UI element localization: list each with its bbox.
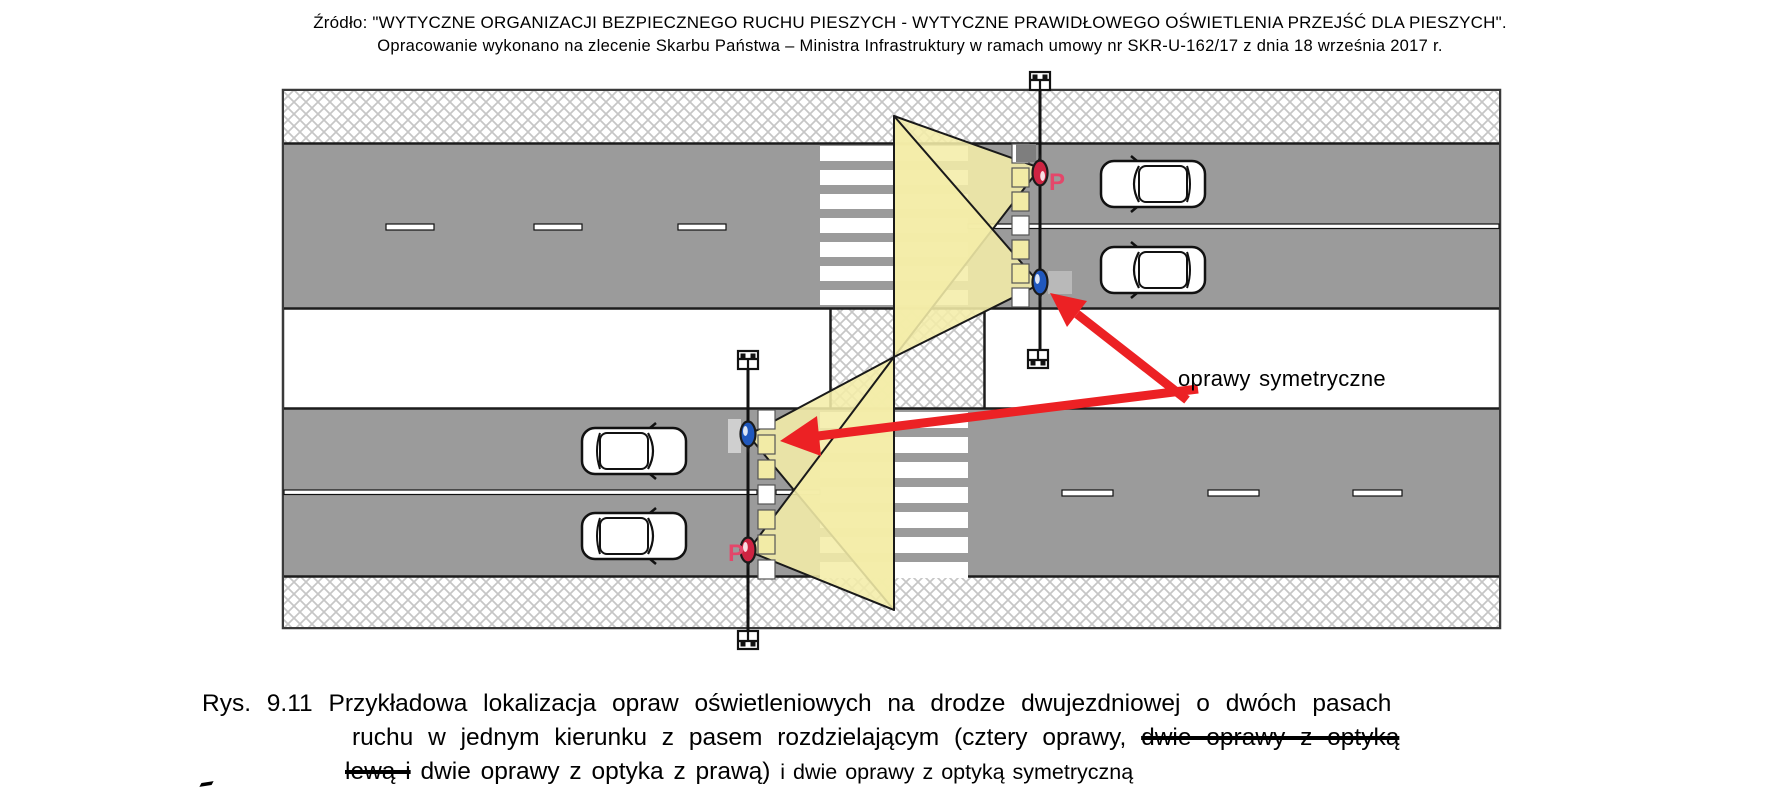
source-line-2: Opracowanie wykonano na zlecenie Skarbu Państwa – Ministra Infrastruktury w ramach umowy nr SKR-U-162/17 z dnia 18 września 2017 r.	[377, 37, 1443, 55]
sidewalk-top	[284, 91, 1499, 143]
car-top-view	[1101, 242, 1205, 298]
annotation-label: oprawy symetryczne	[1178, 366, 1386, 391]
dark-patch	[1016, 144, 1036, 162]
zebra-ladder-upper	[1012, 144, 1029, 307]
caption-line-2	[352, 724, 1399, 752]
car-top-view	[582, 508, 686, 564]
zebra-ladder-lower	[758, 410, 775, 579]
p-label-lower: P	[727, 540, 744, 567]
caption-struck-text: dwie oprawy z optyką	[1141, 724, 1400, 751]
car-top-view	[582, 423, 686, 479]
caption-line-3-text: dwie oprawy z optyka z prawą)	[420, 758, 771, 785]
caption-struck-text: lewą i	[345, 758, 411, 785]
caption-cutoff-fragment	[199, 781, 213, 787]
pole-base-icon	[738, 631, 758, 649]
caption-line-2-text: ruchu w jednym kierunku z pasem rozdzielającym (cztery oprawy,	[352, 724, 1127, 751]
source-line-1: Źródło: "WYTYCZNE ORGANIZACJI BEZPIECZNEGO RUCHU PIESZYCH - WYTYCZNE PRAWIDŁOWEGO OŚWIETLENIA PRZEJŚĆ DLA PIESZYCH".	[313, 13, 1507, 32]
caption-line-3	[345, 758, 1133, 786]
pole-cap-icon	[738, 351, 758, 369]
pole-cap-icon	[1030, 72, 1050, 90]
caption-appended-text: i dwie oprawy z optyką symetryczną	[780, 760, 1134, 784]
caption-line-1: Rys. 9.11 Przykładowa lokalizacja opraw oświetleniowych na drodze dwujezdniowej o dwóch pasach	[202, 690, 1392, 717]
p-label-upper: P	[1049, 169, 1066, 196]
pole-base-icon	[1028, 350, 1048, 368]
car-top-view	[1101, 156, 1205, 212]
gray-patch-lower	[728, 419, 741, 453]
gray-patch-upper	[1048, 271, 1072, 294]
